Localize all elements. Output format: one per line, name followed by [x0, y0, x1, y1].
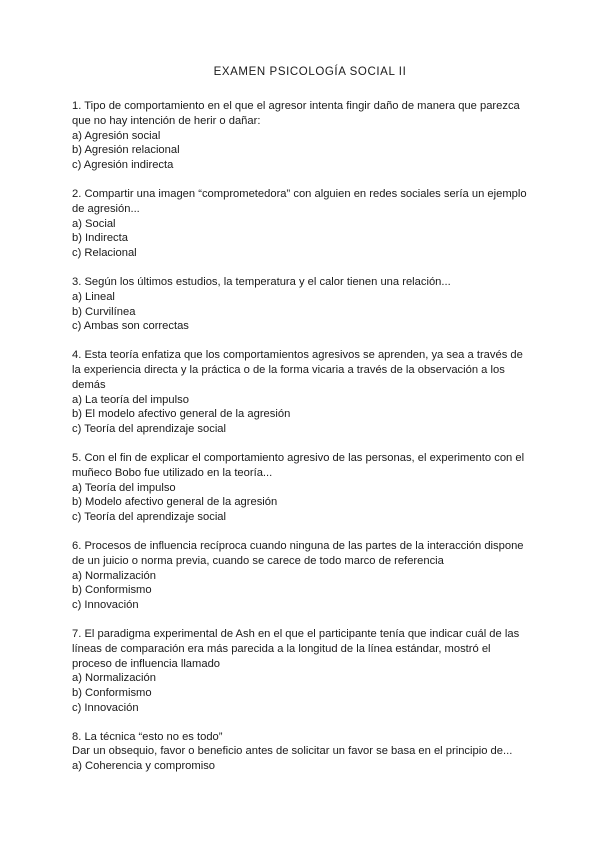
question-text: muñeco Bobo fue utilizado en la teoría...	[72, 466, 273, 479]
question-text: 3. Según los últimos estudios, la temperatura y el calor tienen una relación...	[72, 275, 451, 288]
question-4	[72, 348, 528, 437]
question-8	[72, 730, 528, 774]
question-list	[72, 99, 528, 774]
question-3	[72, 275, 528, 334]
question-text: Dar un obsequio, favor o beneficio antes de solicitar un favor se basa en el principio de...	[72, 745, 513, 758]
question-text: que no hay intención de herir o dañar:	[72, 114, 261, 127]
answer-option: c) Agresión indirecta	[72, 159, 174, 172]
question-text: 5. Con el fin de explicar el comportamiento agresivo de las personas, el experimento con el	[72, 451, 525, 464]
question-text: de agresión...	[72, 202, 140, 215]
answer-option: b) Modelo afectivo general de la agresión	[72, 496, 278, 509]
question-text: demás	[72, 378, 106, 391]
question-2	[72, 187, 528, 261]
answer-option: b) Agresión relacional	[72, 144, 180, 157]
answer-option: c) Innovación	[72, 599, 139, 612]
answer-option: a) La teoría del impulso	[72, 393, 189, 406]
answer-option: b) Conformismo	[72, 584, 152, 597]
question-text: 4. Esta teoría enfatiza que los comportamientos agresivos se aprenden, ya sea a través de	[72, 349, 523, 362]
question-text: proceso de influencia llamado	[72, 657, 221, 670]
answer-option: b) El modelo afectivo general de la agresión	[72, 408, 291, 421]
question-text: 8. La técnica “esto no es todo”	[72, 730, 223, 743]
question-7	[72, 627, 528, 716]
question-1	[72, 99, 528, 173]
answer-option: b) Conformismo	[72, 687, 152, 700]
answer-option: a) Normalización	[72, 672, 156, 685]
page-title: EXAMEN PSICOLOGÍA SOCIAL II	[213, 66, 407, 78]
answer-option: b) Curvilínea	[72, 305, 136, 318]
question-6	[72, 539, 528, 613]
answer-option: c) Teoría del aprendizaje social	[72, 511, 227, 524]
question-text: 2. Compartir una imagen “comprometedora” con alguien en redes sociales sería un ejemplo	[72, 187, 527, 200]
question-text: líneas de comparación era más parecida a la longitud de la línea estándar, mostró el	[72, 642, 491, 655]
answer-option: a) Agresión social	[72, 129, 161, 142]
answer-option: c) Innovación	[72, 701, 139, 714]
answer-option: c) Teoría del aprendizaje social	[72, 423, 227, 436]
question-text: 6. Procesos de influencia recíproca cuando ninguna de las partes de la interacción dispone	[72, 539, 524, 552]
answer-option: c) Relacional	[72, 247, 137, 260]
answer-option: a) Teoría del impulso	[72, 481, 176, 494]
question-text: de un juicio o norma previa, cuando se carece de todo marco de referencia	[72, 554, 444, 567]
answer-option: c) Ambas son correctas	[72, 320, 189, 333]
answer-option: a) Social	[72, 217, 116, 230]
question-text: 1. Tipo de comportamiento en el que el agresor intenta fingir daño de manera que parezca	[72, 100, 520, 112]
answer-option: a) Normalización	[72, 569, 156, 582]
answer-option: b) Indirecta	[72, 232, 128, 245]
question-text: 7. El paradigma experimental de Ash en el que el participante tenía que indicar cuál de las	[72, 627, 520, 640]
answer-option: a) Coherencia y compromiso	[72, 760, 216, 773]
question-text: la experiencia directa y la práctica o de la forma vicaria a través de la observación a los	[72, 363, 505, 376]
answer-option: a) Lineal	[72, 290, 115, 303]
question-5	[72, 451, 528, 525]
